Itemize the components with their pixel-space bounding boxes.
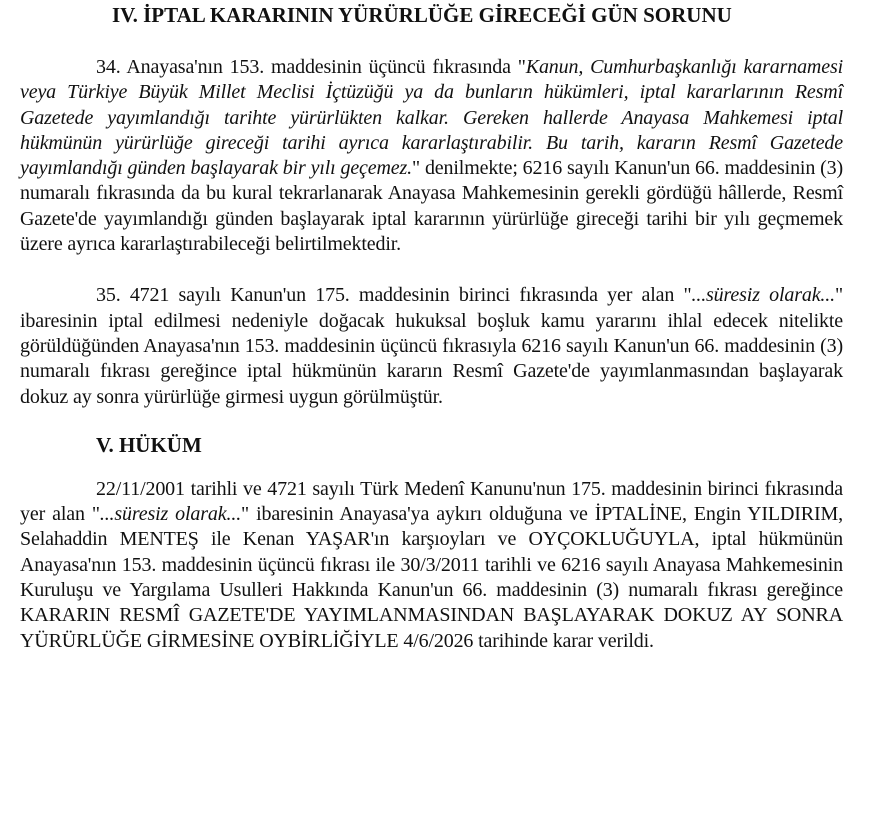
- paragraph-hukum-lead: 22/11/2001 tarihli ve 4721 sayılı Türk Medenî Kanunu'nun 175. maddesinin birinci fıkrasında yer alan ": [20, 477, 843, 526]
- section-v-heading: V. HÜKÜM: [96, 432, 202, 457]
- paragraph-35-lead: 35. 4721 sayılı Kanun'un 175. maddesinin birinci fıkrasında yer alan ": [96, 284, 692, 307]
- paragraph-34-lead: 34. Anayasa'nın 153. maddesinin üçüncü fıkrasında ": [96, 56, 526, 78]
- paragraph-hukum-quote: ...süresiz olarak...: [99, 503, 242, 526]
- paragraph-35: [20, 283, 843, 409]
- paragraph-34-quote: Kanun, Cumhurbaşkanlığı kararnamesi veya Türkiye Büyük Millet Meclisi İçtüzüğü ya da bunların hükümleri, iptal kararlarının Resmî Gazetede yayımlandığı tarihte yürürlükten kalkar. Gereken hallerde Anayasa Mahkemesi iptal hükmünün yürürlüğe gireceği tarihi ayrıca kararlaştırabilir. Bu tarih, kararın Resmî Gazetede yayımlandığı günden başlayarak bir yılı geçemez.: [20, 56, 843, 180]
- paragraph-34-tail: " denilmekte; 6216 sayılı Kanun'un 66. maddesinin (3) numaralı fıkrasında da bu kural tekrarlanarak Anayasa Mahkemesinin gerekli gördüğü hâllerde, Resmî Gazete'de yayımlandığı günden başlayarak iptal kararının yürürlüğe gireceği tarihi bir yılı geçmemek üzere ayrıca kararlaştırabileceği belirtilmektedir.: [20, 157, 843, 256]
- section-iv-heading: IV. İPTAL KARARININ YÜRÜRLÜĞE GİRECEĞİ GÜN SORUNU: [112, 3, 732, 27]
- document-page: [20, 0, 843, 654]
- paragraph-hukum: [20, 477, 843, 654]
- paragraph-35-tail: " ibaresinin iptal edilmesi nedeniyle doğacak hukuksal boşluk kamu yararını ihlal edecek nitelikte görüldüğünden Anayasa'nın 153. maddesinin üçüncü fıkrasıyla 6216 sayılı Kanun'un 66. maddesinin (3) numaralı fıkrası gereğince iptal hükmünün kararın Resmî Gazete'de yayımlanmasından başlayarak dokuz ay sonra yürürlüğe girmesi uygun görülmüştür.: [20, 284, 843, 408]
- paragraph-35-quote: ...süresiz olarak...: [691, 284, 835, 307]
- paragraph-34: [20, 55, 843, 257]
- paragraph-hukum-tail: " ibaresinin Anayasa'ya aykırı olduğuna ve İPTALİNE, Engin YILDIRIM, Selahaddin MENTEŞ ile Kenan YAŞAR'ın karşıoyları ve OYÇOKLUĞUYLA, iptal hükmünün Anayasa'nın 153. maddesinin üçüncü fıkrası ile 30/3/2011 tarihli ve 6216 sayılı Anayasa Mahkemesinin Kuruluşu ve Yargılama Usulleri Hakkında Kanun'un 66. maddesinin (3) numaralı fıkrası gereğince KARARIN RESMÎ GAZETE'DE YAYIMLANMASINDAN BAŞLAYARAK DOKUZ AY SONRA YÜRÜRLÜĞE GİRMESİNE OYBİRLİĞİYLE 4/6/2026 tarihinde karar verildi.: [20, 503, 843, 652]
